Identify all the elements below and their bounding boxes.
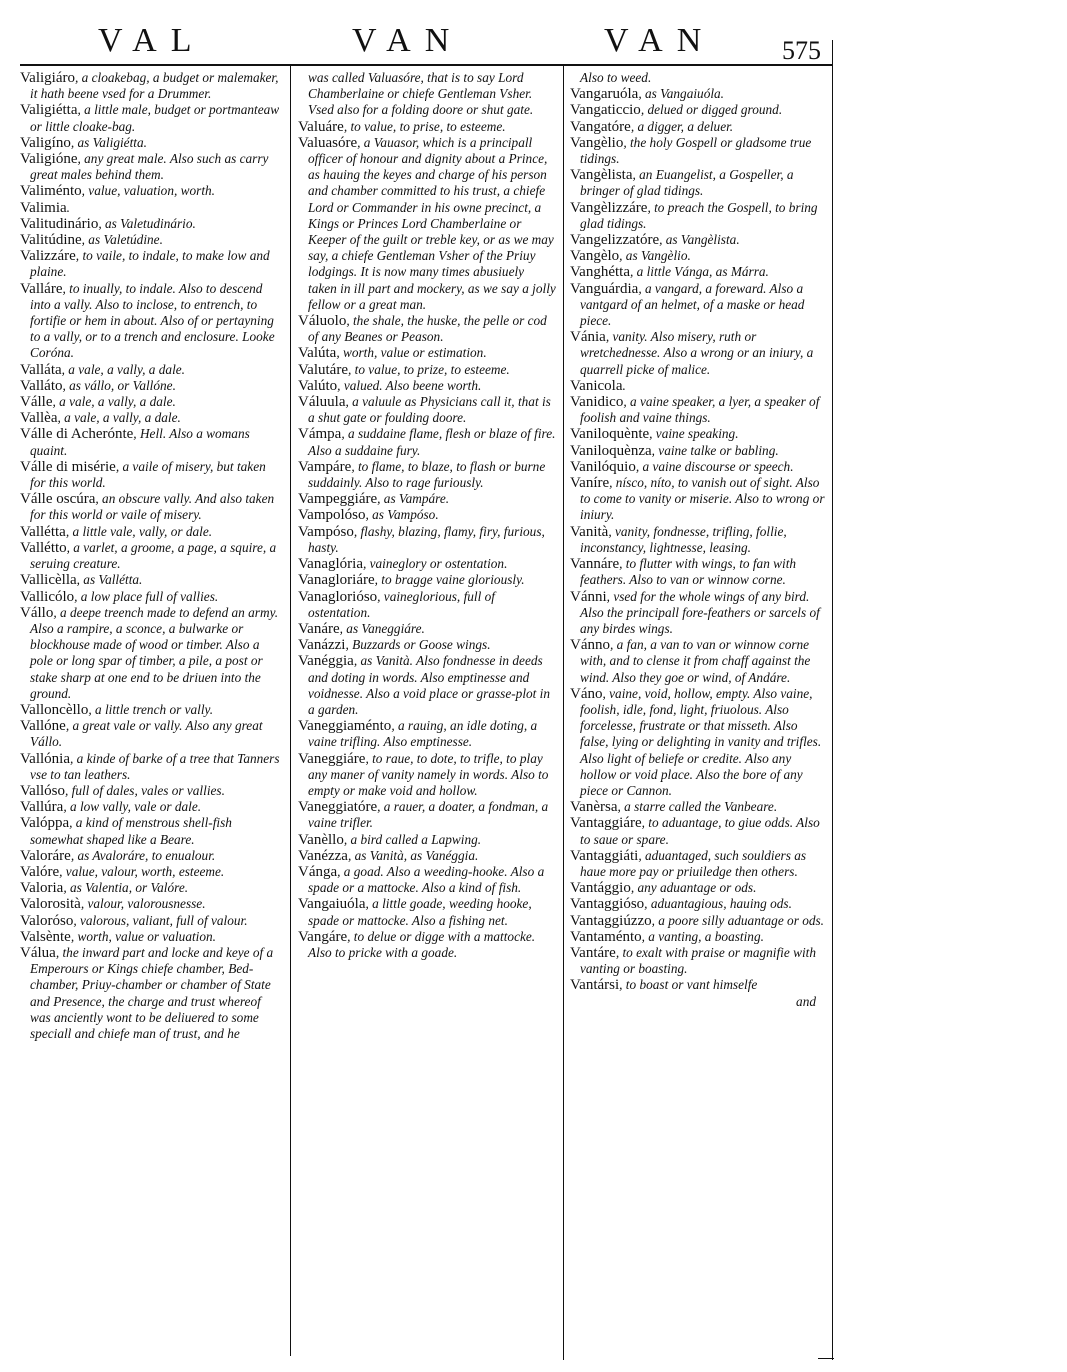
entry-definition: , the inward part and locke and keye of a Emperours or Kings chiefe chamber, Bed-chamber, Priuy-chamber or chamber of State and Presence, the charge and trust whereof was anciently wont to be deliuered to some speciall and chiefe man of trust, and he — [30, 944, 274, 1041]
entry-definition: , vanity, fondnesse, trifling, follie, inconstancy, lightnesse, leasing. — [580, 523, 787, 555]
entry-headword: Vaneggiaménto — [298, 718, 392, 735]
entry-headword: Vampóso — [298, 523, 354, 540]
entry-definition: , aduantaged, such souldiers as haue more pay or priuiledge then others. — [580, 847, 807, 879]
entry-headword: Vánno — [570, 637, 610, 654]
entry-definition: , a kind of menstrous shell-fish somewhat shaped like a Beare. — [30, 815, 232, 847]
dictionary-entry — [298, 556, 556, 572]
entry-headword: Vaneggiatóre — [298, 799, 378, 816]
dictionary-entry — [20, 572, 282, 588]
entry-definition: , as Vampáre. — [377, 491, 450, 507]
entry-definition: , to exalt with praise or magnifie with vanting or boasting. — [580, 944, 816, 977]
entry-headword: Válle di Acherónte — [20, 426, 134, 443]
entry-definition: , as Valentia, or Valóre. — [63, 880, 189, 896]
entry-definition: , flashy, blazing, flamy, firy, furious, hasty. — [308, 523, 545, 555]
dictionary-entry — [298, 313, 556, 345]
dictionary-entry — [298, 524, 556, 556]
entry-definition: , worth, value or valuation. — [70, 928, 216, 944]
dictionary-entry — [20, 524, 282, 540]
dictionary-entry — [20, 864, 282, 880]
entry-definition: , to preach the Gospell, to bring glad tidings. — [580, 199, 818, 231]
dictionary-entry — [298, 848, 556, 864]
dictionary-entry — [20, 815, 282, 847]
dictionary-entry — [570, 443, 826, 459]
dictionary-entry — [570, 524, 826, 556]
entry-headword: Valigiáro — [20, 70, 75, 86]
entry-definition: , any great male. Also such as carry great males behind them. — [30, 151, 269, 183]
header-rule — [20, 64, 833, 66]
entry-headword: Vánga — [298, 863, 338, 880]
entry-definition: , a little Vánga, as Márra. — [629, 264, 769, 280]
entry-definition: , nísco, níto, to vanish out of sight. Also to come to vanity or miserie. Also to wrong or iniury. — [580, 475, 825, 523]
header-middle-guideword: VAN — [352, 22, 464, 59]
entry-definition: , a deepe treench made to defend an army. Also a rampire, a sconce, a bulwarke or blockhouse made of wood or timber. Also a pole or long spar of timber, a pile, a post or stake sharp at one end to be driuen into the ground. — [30, 604, 279, 701]
entry-definition: , as Vanità, as Vanéggia. — [347, 847, 479, 863]
entry-definition: , a suddaine flame, flesh or blaze of fire. Also a suddaine fury. — [308, 426, 556, 458]
dictionary-entry — [570, 475, 826, 524]
entry-definition: , a little male, budget or portmanteaw or little cloake-bag. — [30, 102, 280, 134]
entry-headword: Váno — [570, 685, 603, 702]
entry-definition: , a great vale or vally. Also any great Vállo. — [30, 718, 263, 750]
entry-definition: , a little trench or vally. — [88, 701, 214, 717]
entry-headword: Vangèlista — [570, 167, 633, 184]
entry-definition: , a goad. Also a weeding-hooke. Also a spade or a mattocke. Also a kind of fish. — [308, 863, 545, 896]
dictionary-entry — [570, 815, 826, 847]
entry-definition: , as Vangèlio. — [619, 248, 691, 264]
dictionary-entry — [570, 135, 826, 167]
dictionary-entry — [298, 637, 556, 653]
entry-headword: Valúto — [298, 377, 338, 394]
dictionary-entry — [298, 653, 556, 718]
entry-definition: was called Valuasóre, that is to say Lord Chamberlaine or chiefe Gentleman Vsher. Vsed also for a folding doore or shut gate. — [308, 70, 534, 118]
dictionary-entry — [570, 200, 826, 232]
dictionary-entry — [20, 799, 282, 815]
header-right-guideword: VAN — [604, 22, 716, 59]
entry-headword: Válua — [20, 944, 56, 961]
dictionary-entry — [570, 945, 826, 977]
dictionary-entry — [570, 896, 826, 912]
entry-headword: Válle — [20, 394, 53, 411]
entry-definition: , valour, valorousnesse. — [80, 896, 206, 912]
entry-headword: Valsènte — [20, 928, 71, 945]
page-number: 575 — [782, 36, 821, 65]
entry-headword: Vanèrsa — [570, 799, 618, 816]
entry-headword: Vanaglorióso — [298, 588, 378, 605]
entry-headword: Vangèlizzáre — [570, 199, 648, 216]
entry-headword: Vanghétta — [570, 264, 630, 281]
entry-definition: , a little goade, weeding hooke, spade or mattocke. Also a fishing net. — [308, 896, 532, 928]
entry-headword: Vaneggiáre — [298, 750, 366, 767]
entry-definition: , a valuule as Physicians call it, that is a shut gate or foulding doore. — [308, 394, 551, 426]
dictionary-entry — [570, 329, 826, 378]
dictionary-entry — [20, 702, 282, 718]
entry-headword: Valorosità — [20, 896, 81, 913]
dictionary-entry — [570, 686, 826, 799]
dictionary-entry — [20, 70, 282, 102]
entry-headword: Vangatóre — [570, 118, 631, 135]
entry-definition: , value, valour, worth, esteeme. — [59, 863, 225, 879]
entry-headword: Valitudinário — [20, 215, 99, 232]
dictionary-entry — [20, 410, 282, 426]
entry-definition: , the holy Gospell or gladsome true tidings. — [580, 134, 812, 167]
entry-definition: , a vale, a vally, a dale. — [61, 361, 185, 377]
entry-definition: , aduantagious, hauing ods. — [644, 896, 792, 912]
dictionary-entry — [298, 345, 556, 361]
dictionary-entry — [20, 378, 282, 394]
dictionary-entry — [298, 864, 556, 896]
entry-definition: , a bird called a Lapwing. — [343, 831, 482, 847]
dictionary-entry — [20, 281, 282, 362]
entry-definition: , to value, to prise, to esteeme. — [343, 118, 506, 134]
entry-definition: , to bragge vaine gloriously. — [374, 572, 525, 588]
entry-headword: Vallicólo — [20, 588, 75, 605]
entry-headword: Vantaggiúzzo — [570, 912, 652, 929]
entry-definition: , Buzzards or Goose wings. — [345, 637, 491, 653]
dictionary-entry — [20, 394, 282, 410]
dictionary-entry — [20, 232, 282, 248]
entry-definition: , as Vampóso. — [365, 507, 439, 523]
dictionary-entry — [570, 637, 826, 686]
dictionary-entry — [298, 378, 556, 394]
entry-definition: , to flutter with wings, to fan with feathers. Also to van or winnow corne. — [580, 556, 797, 588]
dictionary-entry — [570, 589, 826, 638]
entry-headword: Vampeggiáre — [298, 491, 378, 508]
entry-headword: Vallóne — [20, 718, 66, 735]
entry-headword: Váluula — [298, 394, 346, 411]
entry-definition: , a kinde of barke of a tree that Tanners vse to tan leathers. — [30, 750, 280, 782]
dictionary-entry — [20, 200, 282, 216]
entry-definition: , a vaine speaker, a lyer, a speaker of foolish and vaine things. — [580, 394, 820, 426]
dictionary-entry — [298, 394, 556, 426]
entry-headword: Vanèllo — [298, 831, 344, 848]
entry-definition: , delued or digged ground. — [640, 102, 783, 118]
entry-headword: Valoróso — [20, 912, 74, 929]
entry-definition: , as Vallétta. — [76, 572, 143, 588]
entry-definition: , to flame, to blaze, to flash or burne suddainly. Also to rage furiously. — [308, 458, 546, 491]
entry-column-1 — [20, 70, 282, 1360]
entry-headword: Vanità — [570, 523, 609, 540]
dictionary-entry — [20, 751, 282, 783]
entry-definition: , a low place full of vallies. — [74, 588, 219, 604]
dictionary-entry — [20, 605, 282, 702]
dictionary-entry — [20, 151, 282, 183]
entry-headword: Valoráre — [20, 847, 71, 864]
entry-column-2 — [298, 70, 556, 1360]
entry-headword: Vámpa — [298, 426, 342, 443]
dictionary-entry — [20, 589, 282, 605]
dictionary-entry — [298, 896, 556, 928]
dictionary-entry — [570, 264, 826, 280]
entry-headword: Vanagloriáre — [298, 572, 375, 589]
dictionary-entry — [20, 718, 282, 750]
entry-headword: Valuasóre — [298, 134, 358, 151]
entry-headword: Valitúdine — [20, 232, 82, 249]
dictionary-entry — [20, 913, 282, 929]
entry-headword: Vampáre — [298, 458, 352, 475]
dictionary-entry — [570, 119, 826, 135]
dictionary-entry — [570, 167, 826, 199]
entry-headword: Vanéggia — [298, 653, 354, 670]
dictionary-entry — [570, 102, 826, 118]
entry-headword: Vánia — [570, 329, 606, 346]
dictionary-entry — [20, 848, 282, 864]
entry-headword: Vaniloquènza — [570, 442, 652, 459]
dictionary-entry — [298, 572, 556, 588]
dictionary-entry — [570, 426, 826, 442]
entry-definition: , a low vally, vale or dale. — [63, 799, 202, 815]
dictionary-entry — [570, 880, 826, 896]
entry-headword: Vallónia — [20, 750, 70, 767]
column-divider-right — [563, 66, 564, 1360]
entry-headword: Vangèlio — [570, 134, 624, 151]
dictionary-entry — [20, 102, 282, 134]
entry-headword: Vangaiuóla — [298, 896, 366, 913]
entry-headword: Vanicola — [570, 377, 623, 394]
entry-headword: Vallétta — [20, 523, 66, 540]
entry-definition: , vaine speaking. — [649, 426, 739, 442]
entry-definition: , a varlet, a groome, a page, a squire, a seruing creature. — [30, 539, 277, 572]
dictionary-entry — [20, 216, 282, 232]
dictionary-entry — [20, 135, 282, 151]
dictionary-entry — [298, 362, 556, 378]
entry-headword: Válle oscúra — [20, 491, 96, 508]
entry-headword: Vampolóso — [298, 507, 366, 524]
entry-definition: , to inually, to indale. Also to descend into a vally. Also to inclose, to entrench, to fortifie or hem in about. Also of or pertayning to a vally, or to a trench and enclosure. Looke Coróna. — [30, 280, 275, 361]
entry-definition: , full of dales, vales or vallies. — [65, 782, 225, 798]
dictionary-entry — [298, 832, 556, 848]
entry-headword: Valimia — [20, 199, 67, 216]
entry-definition: , vsed for the whole wings of any bird. Also the principall fore-feathers or sarcels of any birdes wings. — [580, 588, 820, 636]
entry-headword: Vangaruóla — [570, 86, 639, 103]
header-left-guideword: VAL — [98, 22, 206, 59]
dictionary-entry — [20, 783, 282, 799]
entry-definition: and — [796, 993, 816, 1009]
entry-headword: Valuáre — [298, 118, 344, 135]
entry-headword: Vantaggióso — [570, 896, 645, 913]
entry-definition: , worth, value or estimation. — [336, 345, 487, 361]
entry-definition: , a little vale, vally, or dale. — [65, 523, 213, 539]
entry-definition: , the shale, the huske, the pelle or cod of any Beanes or Peason. — [308, 313, 547, 345]
entry-headword: Vantaggiáre — [570, 815, 642, 832]
entry-headword: Válle di misérie — [20, 458, 116, 475]
dictionary-entry — [298, 491, 556, 507]
entry-definition: , any aduantage or ods. — [630, 880, 757, 896]
entry-headword: Vanidico — [570, 394, 624, 411]
entry-headword: Vantaggiáti — [570, 847, 639, 864]
entry-headword: Vállo — [20, 604, 54, 621]
entry-definition: , as Vangaiuóla. — [638, 86, 725, 102]
entry-definition: , to boast or vant himselfe — [619, 977, 758, 993]
entry-definition: , a vale, a vally, a dale. — [57, 410, 181, 426]
entry-definition: , vaine, void, hollow, empty. Also vaine, foolish, idle, fond, light, friuolous. Also forcelesse, frustrate or that misseth. Also false, lying or delighting in vanity and trifles. Also light of beliefe or credite. Also any hollow or void place. Also the bore of any piece or Cannon. — [580, 685, 822, 798]
entry-headword: Valloncèllo — [20, 701, 89, 718]
entry-headword: Vaníre — [570, 475, 610, 492]
entry-definition: , vanity. Also misery, ruth or wretchednesse. Also a wrong or an iniury, a quarrell picke of malice. — [580, 329, 814, 377]
entry-definition: , to value, to prize, to esteeme. — [347, 361, 510, 377]
entry-definition: , to aduantage, to giue odds. Also to saue or spare. — [580, 815, 820, 847]
dictionary-entry — [20, 426, 282, 458]
dictionary-entry — [298, 929, 556, 961]
entry-definition: , a vanting, a boasting. — [641, 928, 764, 944]
dictionary-entry — [298, 589, 556, 621]
entry-definition: , as vállo, or Vallóne. — [62, 377, 176, 393]
entry-headword: Valigióne — [20, 151, 78, 168]
dictionary-entry — [20, 362, 282, 378]
dictionary-entry — [570, 248, 826, 264]
entry-headword: Vanilóquio — [570, 458, 636, 475]
entry-definition: , as Valetudinário. — [98, 215, 196, 231]
column-divider-left — [290, 66, 291, 1356]
dictionary-entry — [298, 751, 556, 800]
dictionary-entry — [20, 459, 282, 491]
dictionary-entry — [570, 848, 826, 880]
entry-definition: , a vale, a vally, a dale. — [52, 394, 176, 410]
entry-column-3 — [570, 70, 826, 1360]
entry-definition: , a vaile of misery, but taken for this world. — [30, 458, 266, 491]
entry-definition: , a starre called the Vanbeare. — [617, 799, 778, 815]
dictionary-entry — [20, 183, 282, 199]
entry-headword: Vaniloquènte — [570, 426, 650, 443]
entry-headword: Valigíno — [20, 134, 71, 151]
entry-headword: Vanguárdia — [570, 280, 639, 297]
entry-definition: , as Vangèlista. — [659, 232, 740, 248]
entry-headword: Valutáre — [298, 361, 348, 378]
dictionary-entry — [570, 378, 826, 394]
entry-headword: Vantaménto — [570, 928, 642, 945]
entry-continuation — [298, 70, 556, 119]
entry-definition: , as Vaneggiáre. — [339, 620, 425, 636]
dictionary-entry — [570, 394, 826, 426]
entry-definition: , a vaine discourse or speech. — [635, 458, 794, 474]
entry-headword: Vallúra — [20, 799, 64, 816]
entry-definition: , Hell. Also a womans quaint. — [30, 426, 250, 458]
dictionary-entry — [298, 426, 556, 458]
entry-headword: Vantággio — [570, 880, 631, 897]
entry-definition: , valorous, valiant, full of valour. — [73, 912, 248, 928]
dictionary-entry — [20, 540, 282, 572]
running-header — [0, 22, 1067, 70]
entry-headword: Vanézza — [298, 847, 348, 864]
entry-definition: , valued. Also beene worth. — [337, 377, 482, 393]
entry-definition: . — [622, 377, 626, 393]
entry-headword: Vannáre — [570, 556, 620, 573]
dictionary-entry — [20, 880, 282, 896]
entry-definition: , to raue, to dote, to trifle, to play any maner of vanity namely in words. Also to empty or make void and hollow. — [308, 750, 549, 798]
entry-definition: . — [66, 199, 70, 215]
entry-headword: Valláta — [20, 361, 62, 378]
dictionary-entry — [298, 718, 556, 750]
entry-definition: , a poore silly aduantage or ods. — [651, 912, 825, 928]
dictionary-entry — [20, 945, 282, 1042]
dictionary-entry — [298, 799, 556, 831]
entry-headword: Vangèlo — [570, 248, 620, 265]
entry-headword: Vangáre — [298, 928, 348, 945]
entry-definition: , vaine talke or babling. — [651, 442, 779, 458]
dictionary-entry — [298, 135, 556, 313]
entry-definition: , vaineglory or ostentation. — [362, 556, 508, 572]
entry-definition: , an Euangelist, a Gospeller, a bringer of glad tidings. — [580, 167, 794, 199]
dictionary-entry — [20, 491, 282, 523]
entry-definition: , a rauing, an idle doting, a vaine trifling. Also emptinesse. — [308, 718, 538, 750]
entry-definition: , a rauer, a doater, a fondman, a vaine trifler. — [308, 799, 549, 831]
dictionary-entry — [20, 896, 282, 912]
entry-definition: , a fan, a van to van or winnow corne with, and to clense it from chaff against the wind. Also they goe or wind, of Andáre. — [580, 637, 811, 685]
entry-headword: Vallicèlla — [20, 572, 77, 589]
dictionary-entry — [570, 929, 826, 945]
dictionary-entry — [570, 281, 826, 330]
entry-headword: Vánni — [570, 588, 607, 605]
dictionary-entry — [298, 119, 556, 135]
entry-headword: Vangelizzatóre — [570, 232, 660, 249]
entry-definition: Also to weed. — [580, 70, 652, 85]
dictionary-entry — [20, 248, 282, 280]
entry-headword: Vanaglória — [298, 556, 363, 573]
entry-headword: Váluolo — [298, 313, 347, 330]
entry-headword: Valoria — [20, 880, 64, 897]
entry-definition: , as Valetúdine. — [81, 232, 163, 248]
entry-headword: Valiménto — [20, 183, 82, 200]
dictionary-entry — [570, 913, 826, 929]
entry-headword: Valláre — [20, 280, 63, 297]
entry-headword: Vantáre — [570, 944, 616, 961]
dictionary-entry — [20, 929, 282, 945]
dictionary-entry — [570, 799, 826, 815]
entry-definition: , value, valuation, worth. — [81, 183, 215, 199]
entry-definition: , as Avaloráre, to enualour. — [70, 847, 216, 863]
entry-definition: , as Valigiétta. — [70, 134, 147, 150]
entry-headword: Vantársi — [570, 977, 620, 994]
entry-headword: Vallétto — [20, 539, 67, 556]
entry-definition: , to delue or digge with a mattocke. Also to pricke with a goade. — [308, 928, 536, 960]
entry-headword: Valizzáre — [20, 248, 76, 265]
entry-headword: Vangaticcio — [570, 102, 641, 119]
entry-headword: Vallèa — [20, 410, 58, 427]
dictionary-entry — [298, 507, 556, 523]
entry-headword: Vanáre — [298, 620, 340, 637]
entry-definition: , vaineglorious, full of ostentation. — [308, 588, 495, 620]
entry-definition: , a digger, a deluer. — [630, 118, 734, 134]
entry-headword: Valóppa — [20, 815, 70, 832]
entry-headword: Vallóso — [20, 782, 65, 799]
dictionary-entry — [570, 86, 826, 102]
entry-definition: , a Vauasor, which is a principall officer of honour and dignity about a Prince, as hauing the keyes and charge of his person and chamber committed to his trust, a chiefe Lord or Commander in his owne precinct, a Kings or Princes Lord Chamberlaine or Keeper of the guilt or treble key, or as we may say, a chiefe Gentleman Vsher of the Priuy lodgings. It is now many times abusiuely taken in ill part and mockery, as we say a jolly fellow or a great man. — [308, 134, 556, 312]
entry-continuation — [570, 994, 826, 1010]
dictionary-entry — [298, 459, 556, 491]
entry-headword: Valúta — [298, 345, 337, 362]
entry-headword: Valláto — [20, 377, 63, 394]
entry-headword: Valigiétta — [20, 102, 78, 119]
page-right-rule — [832, 40, 833, 1360]
entry-definition: , an obscure vally. And also taken for this world or vaile of misery. — [30, 491, 275, 523]
dictionary-entry — [570, 977, 826, 993]
dictionary-entry — [298, 621, 556, 637]
entry-headword: Vanázzi — [298, 637, 346, 654]
entry-definition: , a vangard, a foreward. Also a vantgard of an helmet, of a maske or head piece. — [580, 280, 805, 329]
dictionary-entry — [570, 556, 826, 588]
entry-definition: , as Vanità. Also fondnesse in deeds and doting in words. Also emptinesse and voidnesse. Also a void place or grasse-plot in a garden. — [308, 653, 551, 717]
entry-headword: Valóre — [20, 863, 60, 880]
entry-definition: , to vaile, to indale, to make low and plaine. — [30, 248, 270, 280]
dictionary-entry — [570, 232, 826, 248]
dictionary-entry — [570, 459, 826, 475]
entry-continuation — [570, 70, 826, 86]
entry-definition: , a cloakebag, a budget or malemaker, it hath beene vsed for a Drummer. — [30, 70, 279, 102]
